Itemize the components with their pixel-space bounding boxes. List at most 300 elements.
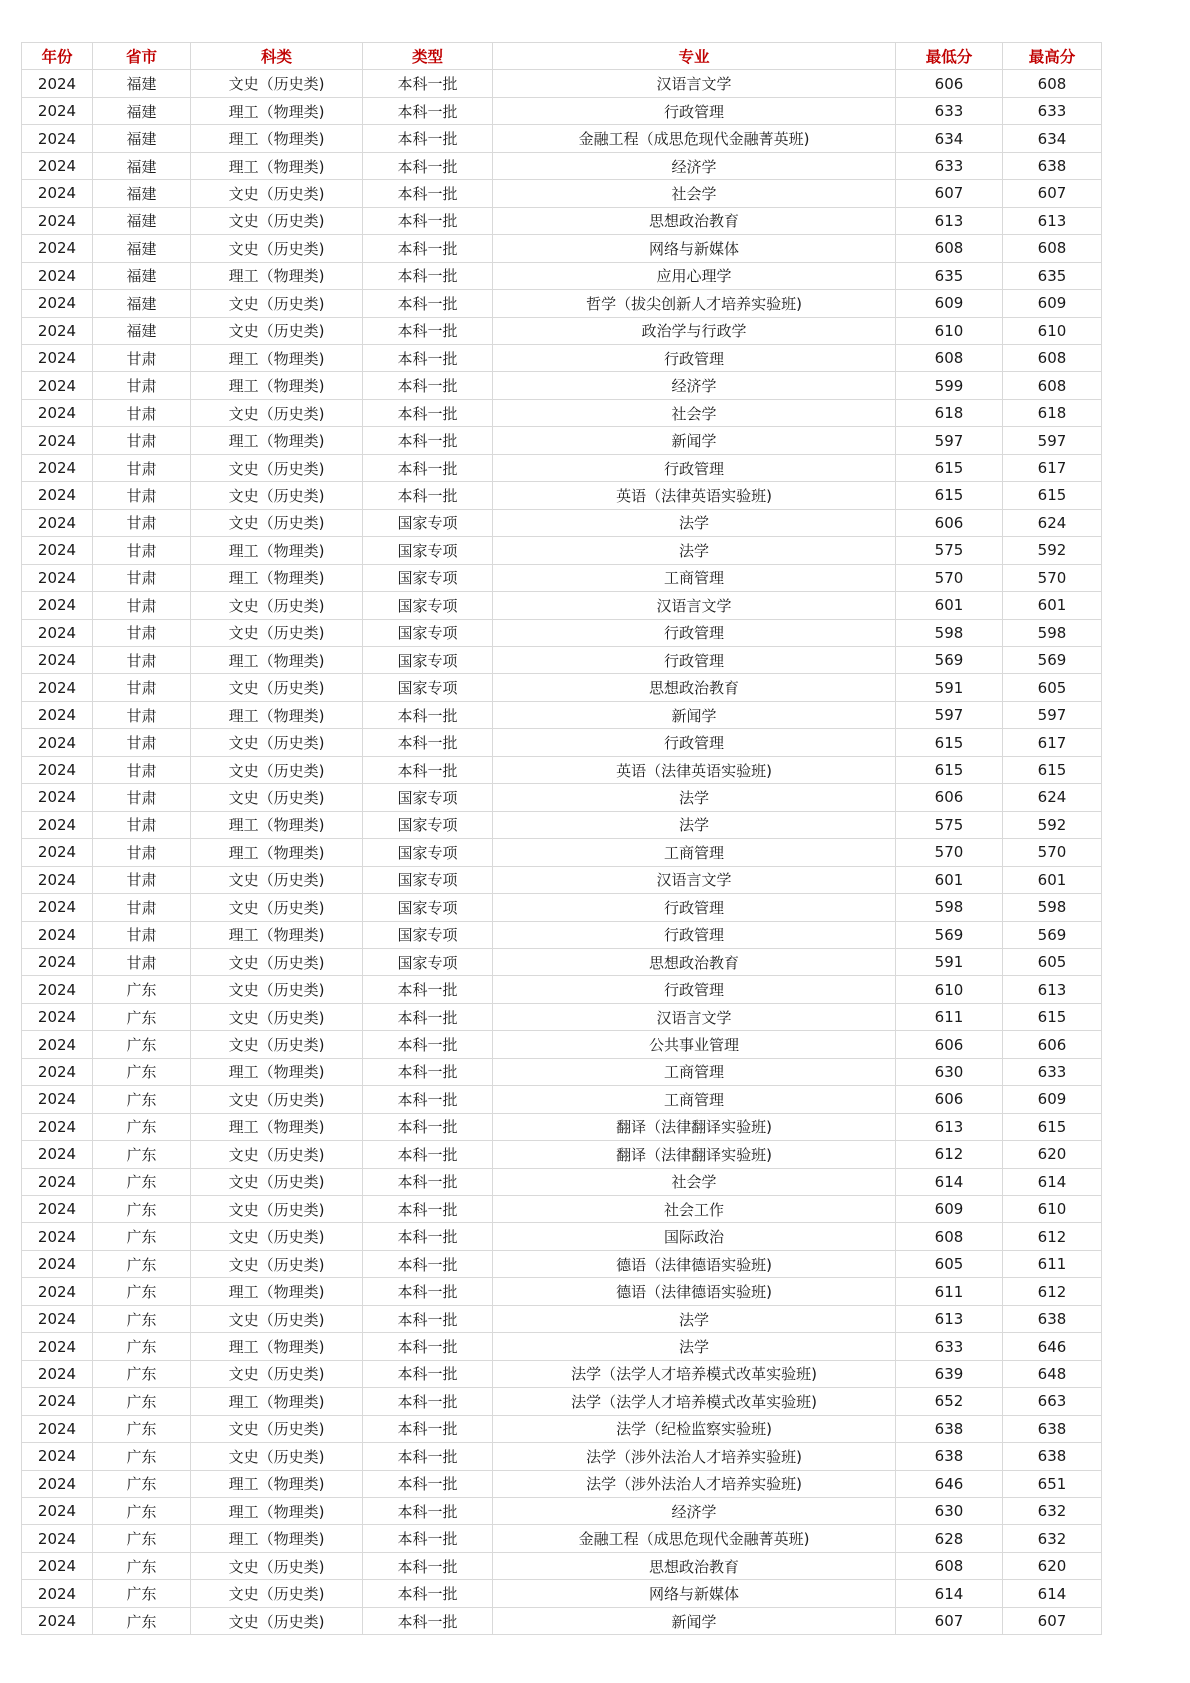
cell-major: 法学 [493, 784, 896, 811]
cell-province: 甘肃 [93, 701, 191, 728]
cell-min-score: 607 [896, 1607, 1003, 1634]
cell-max-score: 610 [1003, 1196, 1102, 1223]
cell-year: 2024 [22, 866, 93, 893]
cell-year: 2024 [22, 1607, 93, 1634]
cell-major: 思想政治教育 [493, 1552, 896, 1579]
cell-max-score: 615 [1003, 756, 1102, 783]
cell-batch-type: 国家专项 [363, 948, 493, 975]
cell-major: 法学 [493, 1333, 896, 1360]
cell-batch-type: 本科一批 [363, 454, 493, 481]
cell-min-score: 597 [896, 427, 1003, 454]
cell-min-score: 618 [896, 399, 1003, 426]
cell-major: 行政管理 [493, 619, 896, 646]
cell-year: 2024 [22, 1168, 93, 1195]
cell-major: 汉语言文学 [493, 1003, 896, 1030]
cell-year: 2024 [22, 1498, 93, 1525]
cell-subject-category: 文史（历史类) [191, 948, 363, 975]
cell-major: 应用心理学 [493, 262, 896, 289]
table-body [22, 70, 1102, 1635]
cell-province: 广东 [93, 1086, 191, 1113]
cell-batch-type: 本科一批 [363, 1196, 493, 1223]
table-row [22, 1443, 1102, 1470]
cell-year: 2024 [22, 1470, 93, 1497]
cell-province: 广东 [93, 976, 191, 1003]
cell-subject-category: 理工（物理类) [191, 427, 363, 454]
cell-min-score: 606 [896, 70, 1003, 97]
table-row [22, 784, 1102, 811]
table-row [22, 1031, 1102, 1058]
cell-max-score: 613 [1003, 207, 1102, 234]
cell-subject-category: 文史（历史类) [191, 674, 363, 701]
cell-batch-type: 本科一批 [363, 344, 493, 371]
cell-major: 法学 [493, 509, 896, 536]
cell-province: 福建 [93, 125, 191, 152]
cell-max-score: 635 [1003, 262, 1102, 289]
cell-province: 甘肃 [93, 894, 191, 921]
cell-major: 法学（法学人才培养模式改革实验班) [493, 1388, 896, 1415]
cell-year: 2024 [22, 262, 93, 289]
cell-province: 甘肃 [93, 399, 191, 426]
cell-max-score: 569 [1003, 646, 1102, 673]
cell-province: 甘肃 [93, 509, 191, 536]
cell-year: 2024 [22, 1580, 93, 1607]
cell-subject-category: 理工（物理类) [191, 1058, 363, 1085]
cell-min-score: 606 [896, 509, 1003, 536]
cell-year: 2024 [22, 839, 93, 866]
cell-province: 广东 [93, 1470, 191, 1497]
cell-subject-category: 理工（物理类) [191, 839, 363, 866]
cell-year: 2024 [22, 592, 93, 619]
cell-batch-type: 本科一批 [363, 399, 493, 426]
cell-subject-category: 理工（物理类) [191, 1498, 363, 1525]
cell-max-score: 651 [1003, 1470, 1102, 1497]
cell-province: 广东 [93, 1113, 191, 1140]
table-row [22, 262, 1102, 289]
cell-batch-type: 国家专项 [363, 564, 493, 591]
cell-subject-category: 文史（历史类) [191, 1031, 363, 1058]
cell-year: 2024 [22, 537, 93, 564]
cell-max-score: 624 [1003, 509, 1102, 536]
cell-province: 福建 [93, 207, 191, 234]
cell-min-score: 598 [896, 894, 1003, 921]
cell-major: 法学 [493, 537, 896, 564]
admission-scores-table [21, 42, 1102, 1635]
cell-batch-type: 国家专项 [363, 646, 493, 673]
cell-major: 新闻学 [493, 1607, 896, 1634]
cell-min-score: 591 [896, 674, 1003, 701]
cell-province: 甘肃 [93, 372, 191, 399]
cell-province: 广东 [93, 1443, 191, 1470]
cell-province: 甘肃 [93, 344, 191, 371]
cell-province: 广东 [93, 1498, 191, 1525]
cell-province: 甘肃 [93, 427, 191, 454]
cell-min-score: 608 [896, 1223, 1003, 1250]
cell-max-score: 592 [1003, 811, 1102, 838]
cell-batch-type: 国家专项 [363, 674, 493, 701]
cell-province: 甘肃 [93, 921, 191, 948]
cell-major: 汉语言文学 [493, 592, 896, 619]
cell-max-score: 633 [1003, 1058, 1102, 1085]
cell-year: 2024 [22, 372, 93, 399]
cell-major: 汉语言文学 [493, 70, 896, 97]
cell-province: 甘肃 [93, 646, 191, 673]
cell-year: 2024 [22, 97, 93, 124]
table-row [22, 1470, 1102, 1497]
cell-min-score: 569 [896, 921, 1003, 948]
header-subject-category: 科类 [191, 43, 363, 70]
cell-province: 甘肃 [93, 866, 191, 893]
cell-batch-type: 国家专项 [363, 537, 493, 564]
cell-max-score: 570 [1003, 839, 1102, 866]
cell-subject-category: 文史（历史类) [191, 290, 363, 317]
cell-year: 2024 [22, 317, 93, 344]
cell-batch-type: 本科一批 [363, 1086, 493, 1113]
cell-year: 2024 [22, 207, 93, 234]
cell-max-score: 609 [1003, 290, 1102, 317]
cell-batch-type: 本科一批 [363, 701, 493, 728]
cell-subject-category: 文史（历史类) [191, 454, 363, 481]
cell-min-score: 638 [896, 1443, 1003, 1470]
cell-subject-category: 理工（物理类) [191, 701, 363, 728]
cell-batch-type: 本科一批 [363, 1580, 493, 1607]
cell-batch-type: 本科一批 [363, 317, 493, 344]
cell-subject-category: 文史（历史类) [191, 1360, 363, 1387]
cell-major: 工商管理 [493, 564, 896, 591]
cell-min-score: 613 [896, 1113, 1003, 1140]
table-row [22, 1607, 1102, 1634]
cell-min-score: 575 [896, 811, 1003, 838]
cell-year: 2024 [22, 509, 93, 536]
cell-min-score: 615 [896, 454, 1003, 481]
cell-max-score: 614 [1003, 1168, 1102, 1195]
cell-min-score: 638 [896, 1415, 1003, 1442]
table-row [22, 646, 1102, 673]
cell-max-score: 609 [1003, 1086, 1102, 1113]
cell-min-score: 610 [896, 317, 1003, 344]
cell-max-score: 608 [1003, 344, 1102, 371]
cell-max-score: 638 [1003, 1443, 1102, 1470]
cell-major: 英语（法律英语实验班) [493, 482, 896, 509]
cell-batch-type: 本科一批 [363, 372, 493, 399]
cell-batch-type: 本科一批 [363, 482, 493, 509]
cell-province: 甘肃 [93, 784, 191, 811]
cell-year: 2024 [22, 921, 93, 948]
cell-subject-category: 文史（历史类) [191, 1196, 363, 1223]
header-max-score: 最高分 [1003, 43, 1102, 70]
cell-batch-type: 本科一批 [363, 70, 493, 97]
cell-batch-type: 本科一批 [363, 97, 493, 124]
cell-batch-type: 本科一批 [363, 262, 493, 289]
cell-year: 2024 [22, 1113, 93, 1140]
cell-batch-type: 本科一批 [363, 1305, 493, 1332]
cell-min-score: 613 [896, 1305, 1003, 1332]
cell-min-score: 614 [896, 1580, 1003, 1607]
header-row [22, 43, 1102, 70]
cell-subject-category: 理工（物理类) [191, 1278, 363, 1305]
cell-batch-type: 国家专项 [363, 839, 493, 866]
cell-subject-category: 理工（物理类) [191, 646, 363, 673]
cell-batch-type: 国家专项 [363, 509, 493, 536]
cell-province: 广东 [93, 1141, 191, 1168]
cell-province: 广东 [93, 1552, 191, 1579]
cell-max-score: 638 [1003, 152, 1102, 179]
table-row [22, 509, 1102, 536]
table-row [22, 344, 1102, 371]
cell-province: 广东 [93, 1223, 191, 1250]
cell-subject-category: 文史（历史类) [191, 1223, 363, 1250]
cell-subject-category: 理工（物理类) [191, 921, 363, 948]
cell-max-score: 608 [1003, 70, 1102, 97]
cell-province: 广东 [93, 1305, 191, 1332]
table-row [22, 97, 1102, 124]
cell-major: 工商管理 [493, 1086, 896, 1113]
cell-year: 2024 [22, 152, 93, 179]
table-row [22, 1168, 1102, 1195]
cell-year: 2024 [22, 1223, 93, 1250]
cell-subject-category: 理工（物理类) [191, 125, 363, 152]
cell-province: 甘肃 [93, 592, 191, 619]
cell-batch-type: 本科一批 [363, 152, 493, 179]
cell-max-score: 634 [1003, 125, 1102, 152]
cell-min-score: 609 [896, 290, 1003, 317]
cell-min-score: 606 [896, 784, 1003, 811]
cell-major: 德语（法律德语实验班) [493, 1278, 896, 1305]
cell-major: 思想政治教育 [493, 207, 896, 234]
cell-batch-type: 本科一批 [363, 1388, 493, 1415]
table-row [22, 180, 1102, 207]
cell-major: 社会学 [493, 180, 896, 207]
table-row [22, 592, 1102, 619]
cell-subject-category: 文史（历史类) [191, 1415, 363, 1442]
cell-year: 2024 [22, 1415, 93, 1442]
cell-year: 2024 [22, 948, 93, 975]
cell-min-score: 569 [896, 646, 1003, 673]
cell-province: 福建 [93, 317, 191, 344]
table-row [22, 701, 1102, 728]
cell-max-score: 613 [1003, 976, 1102, 1003]
cell-min-score: 630 [896, 1058, 1003, 1085]
cell-batch-type: 国家专项 [363, 592, 493, 619]
cell-batch-type: 本科一批 [363, 1607, 493, 1634]
cell-subject-category: 理工（物理类) [191, 1333, 363, 1360]
cell-max-score: 617 [1003, 729, 1102, 756]
cell-batch-type: 本科一批 [363, 207, 493, 234]
cell-min-score: 597 [896, 701, 1003, 728]
cell-min-score: 615 [896, 482, 1003, 509]
cell-province: 广东 [93, 1525, 191, 1552]
cell-min-score: 635 [896, 262, 1003, 289]
cell-subject-category: 理工（物理类) [191, 1470, 363, 1497]
cell-min-score: 605 [896, 1250, 1003, 1277]
table-row [22, 839, 1102, 866]
cell-major: 经济学 [493, 152, 896, 179]
table-row [22, 1305, 1102, 1332]
cell-year: 2024 [22, 290, 93, 317]
cell-subject-category: 理工（物理类) [191, 1525, 363, 1552]
cell-subject-category: 文史（历史类) [191, 482, 363, 509]
cell-major: 汉语言文学 [493, 866, 896, 893]
cell-year: 2024 [22, 454, 93, 481]
cell-min-score: 608 [896, 344, 1003, 371]
cell-min-score: 575 [896, 537, 1003, 564]
cell-subject-category: 理工（物理类) [191, 537, 363, 564]
cell-max-score: 612 [1003, 1223, 1102, 1250]
cell-major: 行政管理 [493, 921, 896, 948]
cell-subject-category: 文史（历史类) [191, 756, 363, 783]
cell-province: 甘肃 [93, 564, 191, 591]
header-min-score: 最低分 [896, 43, 1003, 70]
cell-year: 2024 [22, 235, 93, 262]
table-row [22, 674, 1102, 701]
cell-max-score: 607 [1003, 1607, 1102, 1634]
cell-max-score: 612 [1003, 1278, 1102, 1305]
cell-province: 广东 [93, 1168, 191, 1195]
cell-batch-type: 国家专项 [363, 921, 493, 948]
cell-batch-type: 本科一批 [363, 1031, 493, 1058]
cell-major: 翻译（法律翻译实验班) [493, 1113, 896, 1140]
cell-subject-category: 文史（历史类) [191, 1003, 363, 1030]
cell-year: 2024 [22, 482, 93, 509]
cell-province: 广东 [93, 1388, 191, 1415]
cell-max-score: 569 [1003, 921, 1102, 948]
cell-batch-type: 本科一批 [363, 1525, 493, 1552]
cell-year: 2024 [22, 399, 93, 426]
cell-major: 法学（法学人才培养模式改革实验班) [493, 1360, 896, 1387]
cell-subject-category: 文史（历史类) [191, 866, 363, 893]
cell-province: 甘肃 [93, 454, 191, 481]
cell-max-score: 663 [1003, 1388, 1102, 1415]
cell-batch-type: 本科一批 [363, 1223, 493, 1250]
cell-min-score: 570 [896, 839, 1003, 866]
cell-subject-category: 文史（历史类) [191, 70, 363, 97]
table-row [22, 811, 1102, 838]
cell-min-score: 606 [896, 1086, 1003, 1113]
cell-min-score: 633 [896, 97, 1003, 124]
cell-max-score: 598 [1003, 894, 1102, 921]
cell-subject-category: 文史（历史类) [191, 1141, 363, 1168]
header-major: 专业 [493, 43, 896, 70]
cell-major: 行政管理 [493, 454, 896, 481]
cell-min-score: 607 [896, 180, 1003, 207]
cell-major: 工商管理 [493, 1058, 896, 1085]
cell-max-score: 615 [1003, 1113, 1102, 1140]
cell-batch-type: 本科一批 [363, 1443, 493, 1470]
cell-batch-type: 本科一批 [363, 1360, 493, 1387]
table-row [22, 921, 1102, 948]
cell-min-score: 601 [896, 592, 1003, 619]
cell-subject-category: 文史（历史类) [191, 1168, 363, 1195]
table-row [22, 729, 1102, 756]
cell-max-score: 620 [1003, 1141, 1102, 1168]
cell-year: 2024 [22, 811, 93, 838]
cell-province: 广东 [93, 1196, 191, 1223]
table-row [22, 1141, 1102, 1168]
cell-subject-category: 理工（物理类) [191, 564, 363, 591]
table-row [22, 1003, 1102, 1030]
cell-year: 2024 [22, 427, 93, 454]
table-row [22, 235, 1102, 262]
cell-major: 国际政治 [493, 1223, 896, 1250]
cell-max-score: 618 [1003, 399, 1102, 426]
cell-province: 福建 [93, 180, 191, 207]
cell-min-score: 652 [896, 1388, 1003, 1415]
cell-max-score: 638 [1003, 1305, 1102, 1332]
table-row [22, 317, 1102, 344]
cell-subject-category: 理工（物理类) [191, 152, 363, 179]
cell-year: 2024 [22, 894, 93, 921]
cell-major: 法学 [493, 811, 896, 838]
cell-min-score: 591 [896, 948, 1003, 975]
cell-batch-type: 本科一批 [363, 1498, 493, 1525]
cell-year: 2024 [22, 1305, 93, 1332]
cell-subject-category: 理工（物理类) [191, 372, 363, 399]
cell-max-score: 570 [1003, 564, 1102, 591]
cell-subject-category: 文史（历史类) [191, 509, 363, 536]
cell-batch-type: 本科一批 [363, 1113, 493, 1140]
table-row [22, 976, 1102, 1003]
cell-max-score: 597 [1003, 427, 1102, 454]
cell-batch-type: 本科一批 [363, 1278, 493, 1305]
cell-major: 思想政治教育 [493, 948, 896, 975]
cell-batch-type: 本科一批 [363, 290, 493, 317]
table-row [22, 537, 1102, 564]
cell-subject-category: 文史（历史类) [191, 619, 363, 646]
cell-major: 思想政治教育 [493, 674, 896, 701]
cell-subject-category: 文史（历史类) [191, 317, 363, 344]
cell-batch-type: 国家专项 [363, 866, 493, 893]
cell-subject-category: 理工（物理类) [191, 811, 363, 838]
cell-batch-type: 本科一批 [363, 729, 493, 756]
cell-min-score: 634 [896, 125, 1003, 152]
cell-major: 哲学（拔尖创新人才培养实验班) [493, 290, 896, 317]
cell-major: 经济学 [493, 1498, 896, 1525]
cell-min-score: 614 [896, 1168, 1003, 1195]
cell-subject-category: 文史（历史类) [191, 235, 363, 262]
cell-subject-category: 理工（物理类) [191, 1113, 363, 1140]
table-row [22, 125, 1102, 152]
cell-batch-type: 国家专项 [363, 811, 493, 838]
table-row [22, 1086, 1102, 1113]
cell-batch-type: 本科一批 [363, 1168, 493, 1195]
cell-major: 法学（涉外法治人才培养实验班) [493, 1470, 896, 1497]
cell-year: 2024 [22, 1196, 93, 1223]
cell-max-score: 605 [1003, 948, 1102, 975]
table-row [22, 564, 1102, 591]
table-row [22, 1113, 1102, 1140]
cell-province: 甘肃 [93, 482, 191, 509]
cell-min-score: 615 [896, 729, 1003, 756]
cell-max-score: 638 [1003, 1415, 1102, 1442]
table-row [22, 427, 1102, 454]
cell-min-score: 610 [896, 976, 1003, 1003]
table-row [22, 152, 1102, 179]
cell-batch-type: 本科一批 [363, 976, 493, 1003]
table-row [22, 372, 1102, 399]
cell-batch-type: 本科一批 [363, 1333, 493, 1360]
cell-subject-category: 文史（历史类) [191, 1250, 363, 1277]
table-row [22, 454, 1102, 481]
cell-subject-category: 理工（物理类) [191, 344, 363, 371]
table-row [22, 1525, 1102, 1552]
cell-year: 2024 [22, 1360, 93, 1387]
cell-subject-category: 文史（历史类) [191, 207, 363, 234]
cell-major: 法学（纪检监察实验班) [493, 1415, 896, 1442]
cell-max-score: 620 [1003, 1552, 1102, 1579]
cell-min-score: 613 [896, 207, 1003, 234]
cell-subject-category: 理工（物理类) [191, 262, 363, 289]
cell-min-score: 601 [896, 866, 1003, 893]
cell-province: 福建 [93, 235, 191, 262]
